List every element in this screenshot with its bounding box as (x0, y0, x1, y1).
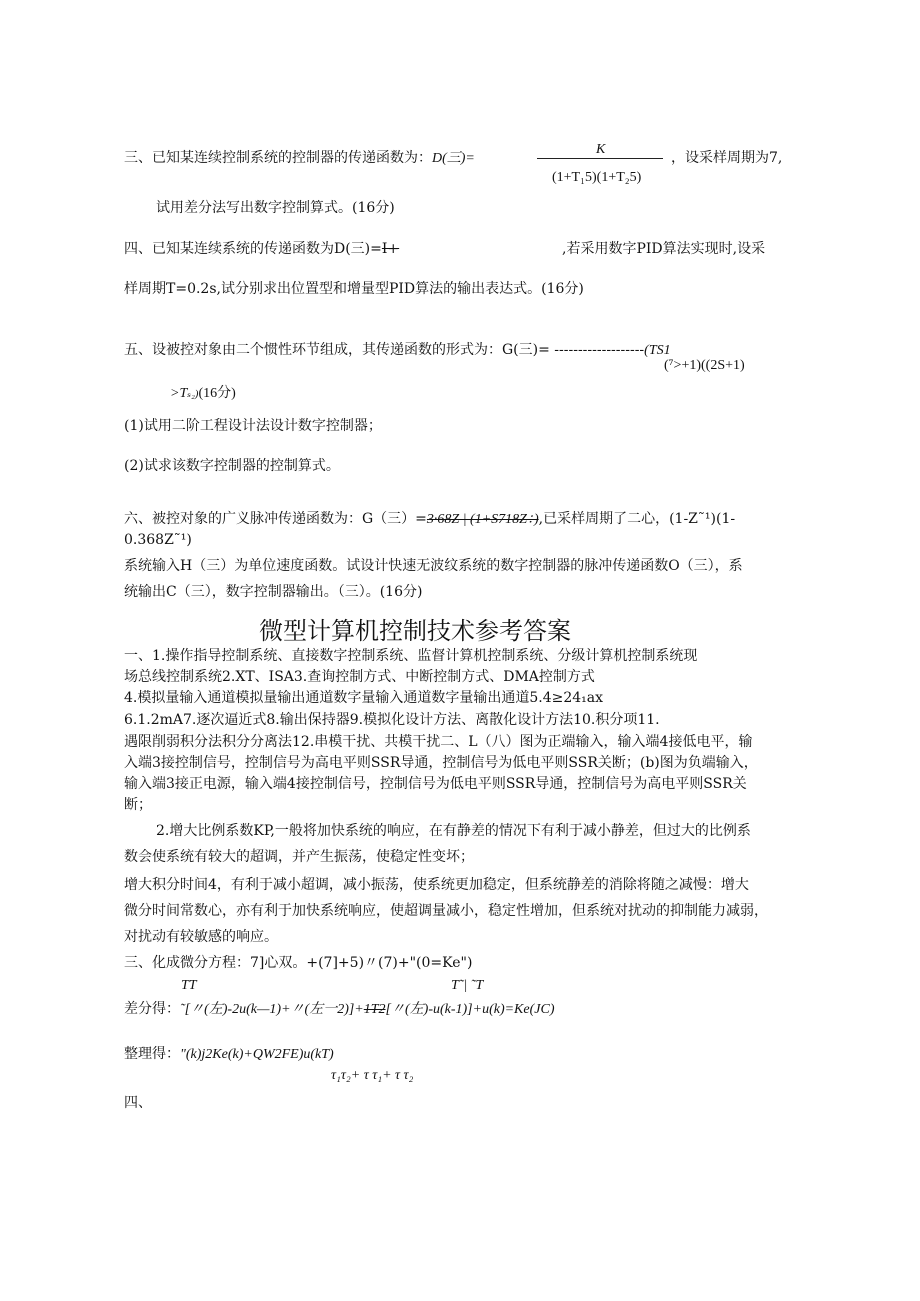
answer-line-a5: 遇限削弱积分法积分分离法12.串模干扰、共模干扰二、L（八）图为正端输入，输入端4接低电平，输 (124, 734, 753, 750)
answer-line-a6: 入端3接控制信号，控制信号为高电平则SSR导通，控制信号为低电平则SSR关断；(b)图为负端输入， (124, 755, 758, 771)
answer-line-b2: 数会使系统有较大的超调，并产生振荡，使稳定性变坏； (124, 849, 474, 865)
answer-line-b1: 2.增大比例系数KP,一般将加快系统的响应，在有静差的情况下有利于减小静差，但过大的比例系 (156, 823, 751, 839)
q4-line1-tail: ,若采用数字PID算法实现时,设采 (562, 241, 766, 257)
q3-numerator: K (596, 142, 606, 157)
answer-line-c2-right: T˜| ˜T (451, 978, 484, 993)
q5-sub2: (2)试求该数字控制器的控制算式。 (124, 458, 340, 474)
q6-line2: 0.368Z˜¹) (124, 532, 192, 548)
q4-line1: 四、已知某连续系统的传递函数为D(三)=I+ (124, 241, 400, 257)
q3-line2: 试用差分法写出数字控制算式。(16分) (156, 200, 395, 216)
answer-line-a7: 输入端3接正电源，输入端4接控制信号，控制信号为低电平则SSR导通，控制信号为高电平则SSR关 (124, 776, 747, 792)
q5-denominator: (⁷>+1)((2S+1) (664, 358, 745, 373)
answer-line-a3: 4.模拟量输入通道模拟量输出通道数字量输入通道数字量输出通道5.4≥24₁ax (124, 690, 604, 706)
q6-line4: 统输出C（三），数字控制器输出。（三）。(16分) (124, 584, 423, 600)
answers-title: 微型计算机控制技术参考答案 (259, 617, 571, 645)
q6-struck: 3·68Z | (1+S718Z：) (426, 512, 539, 527)
answer-line-b3: 增大积分时间4，有利于减小超调，减小振荡，使系统更加稳定，但系统静差的消除将随之减慢：增大 (124, 877, 749, 893)
answer-line-a4: 6.1.2mA7.逐次逼近式8.输出保持器9.模拟化设计方法、离散化设计方法10.积分项11. (124, 712, 660, 728)
q3-denominator: (1+T₁5)(1+T₂5) (552, 170, 642, 185)
q4-line2: 样周期T=0.2s,试分别求出位置型和增量型PID算法的输出表达式。(16分) (124, 281, 584, 297)
answer-c3-struck: 1T2 (363, 1002, 386, 1017)
q3-fraction-bar (537, 158, 663, 159)
answer-line-c1: 三、化成微分方程：7]心双。+(7]+5)〃(7)+"(0=Ke") (124, 955, 473, 971)
answer-line-a8: 断； (124, 797, 152, 813)
answer-line-b5: 对扰动有较敏感的响应。 (124, 929, 278, 945)
q5-line1: 五、设被控对象由二个惯性环节组成，其传递函数的形式为：G(三)= -------------------(TS1 (124, 342, 671, 358)
q6-line3: 系统输入H（三）为单位速度函数。试设计快速无波纹系统的数字控制器的脉冲传递函数O（三），系 (124, 558, 743, 574)
q5-line2: >Tₛ₂)(16分) (170, 386, 236, 401)
q6-line1: 六、被控对象的广义脉冲传递函数为：G（三）=3·68Z | (1+S718Z：),已采样周期了二心，(1-Z˜¹)(1- (124, 511, 736, 527)
q3-tail: ，设采样周期为7, (671, 150, 783, 166)
answer-line-c5: τ₁τ₂+ τ τ₁+ τ τ₂ (331, 1068, 414, 1083)
q5-line2-sub: ₛ₂) (187, 388, 199, 400)
answer-line-c4: 整理得："(k)j2Ke(k)+QW2FE)u(kT) (124, 1046, 334, 1062)
q4-struck: I+ (381, 241, 400, 257)
answer-line-b4: 微分时间常数心，亦有利于加快系统响应，使超调量减小，稳定性增加，但系统对扰动的抑制能力减弱， (124, 903, 768, 919)
answer-line-c6: 四、 (124, 1095, 152, 1111)
q3-line1: 三、已知某连续控制系统的控制器的传递函数为：D(三)= (124, 150, 475, 166)
q3-lhs: D(三)= (432, 151, 475, 166)
q5-line1-tail: (TS1 (644, 343, 671, 358)
answer-line-a1: 一、1.操作指导控制系统、直接数字控制系统、监督计算机控制系统、分级计算机控制系统现 (124, 648, 698, 664)
answer-line-c2-left: TT (181, 978, 197, 993)
answer-line-a2: 场总线控制系统2.XT、ISA3.查询控制方式、中断控制方式、DMA控制方式 (124, 669, 595, 685)
q5-sub1: (1)试用二阶工程设计法设计数字控制器； (124, 418, 382, 434)
answer-line-c3: 差分得：˜[〃(左)-2u(k—1)+〃(左一2)]+1T2[〃(左)-u(k-1)]+u(k)=Ke(JC) (124, 1001, 555, 1017)
